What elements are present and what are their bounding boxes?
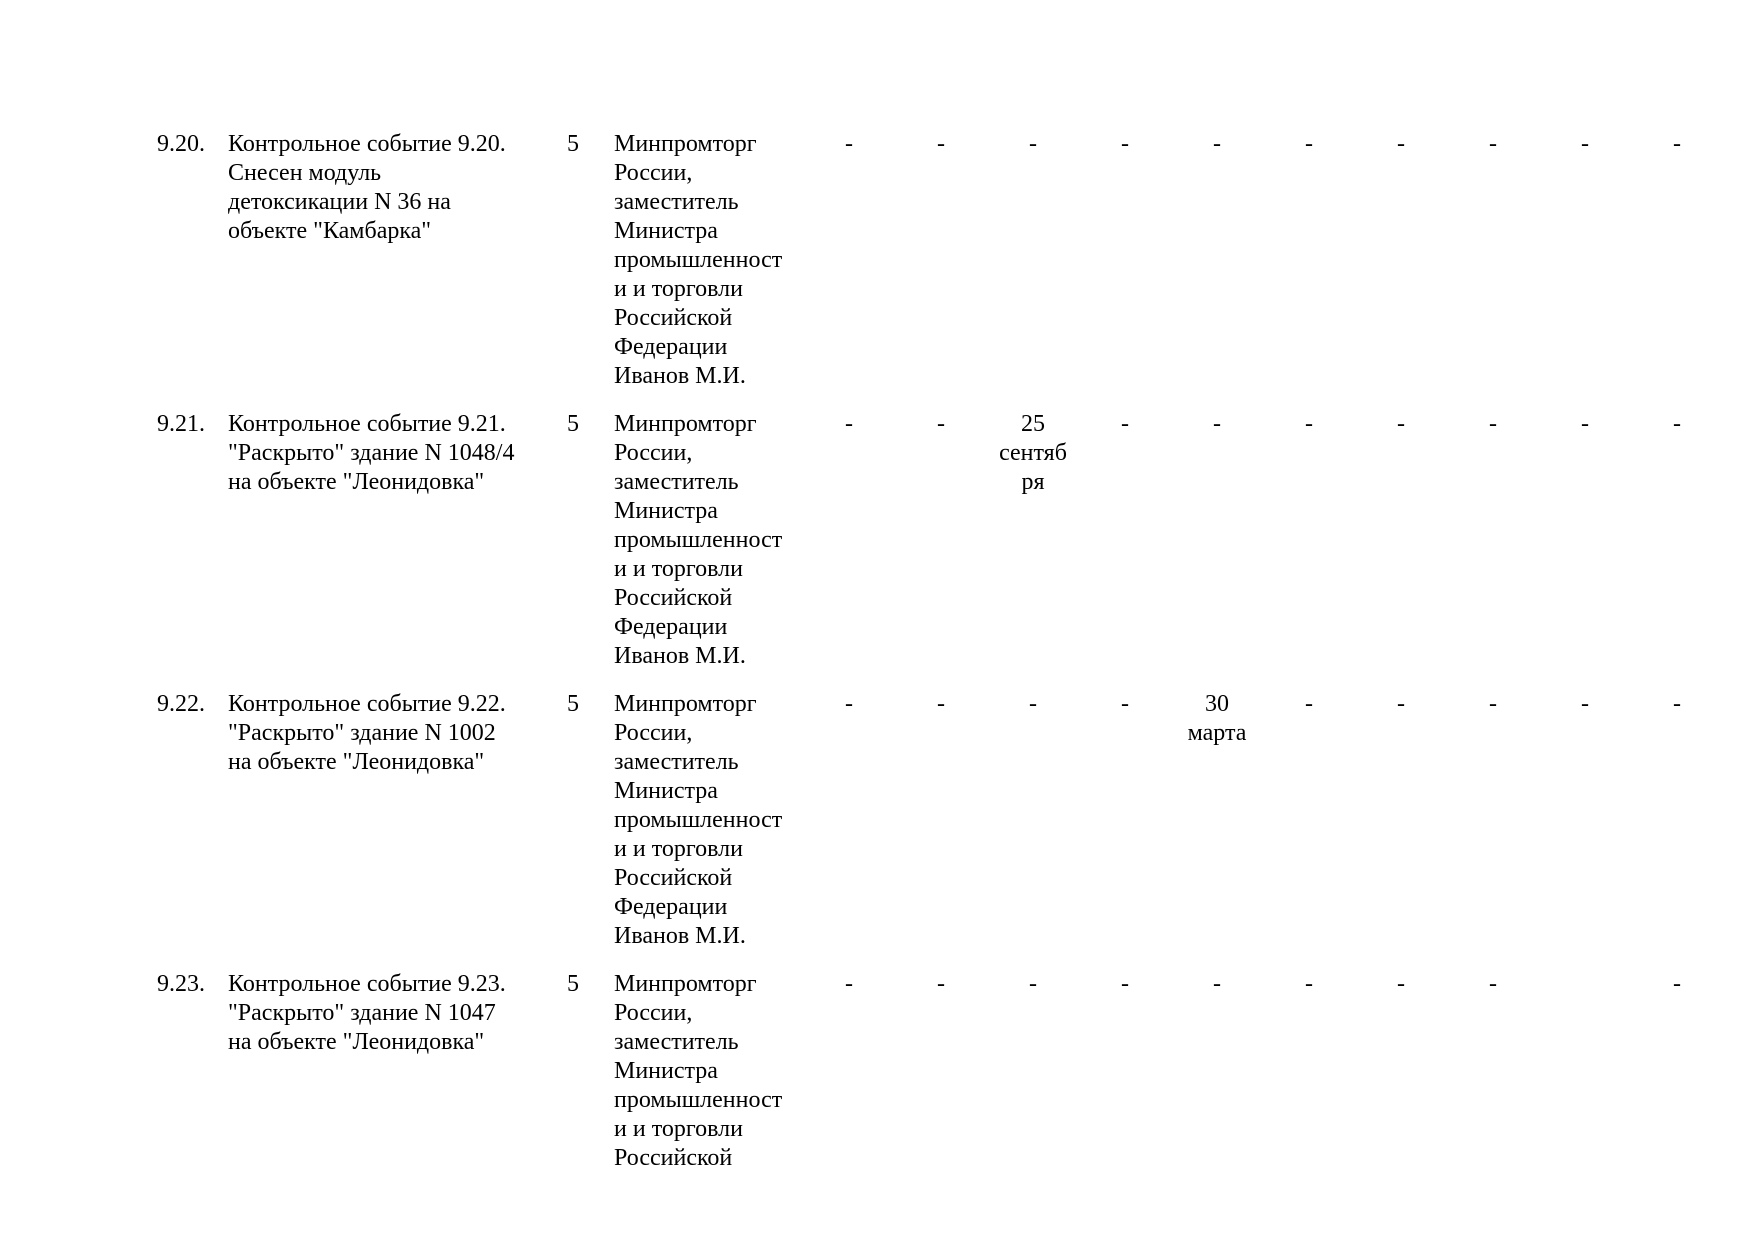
responsible-executor: Минпромторг России, заместитель Министра промышленност и и торговли Российской bbox=[614, 971, 783, 1171]
quarter-cell: - bbox=[1489, 411, 1497, 437]
quarter-cell: - bbox=[1397, 691, 1405, 717]
event-title: Контрольное событие 9.21. "Раскрыто" здание N 1048/4 на объекте "Леонидовка" bbox=[228, 411, 515, 495]
quarter-cell: - bbox=[1489, 971, 1497, 997]
quarter-cell: - bbox=[1489, 691, 1497, 717]
row-number: 9.20. bbox=[157, 131, 205, 157]
quarter-cell: - bbox=[845, 691, 853, 717]
quarter-cell: - bbox=[1029, 691, 1037, 717]
quarter-cell: - bbox=[1213, 131, 1221, 157]
quarter-cell: - bbox=[937, 131, 945, 157]
event-title: Контрольное событие 9.22. "Раскрыто" здание N 1002 на объекте "Леонидовка" bbox=[228, 691, 506, 775]
quarter-cell: - bbox=[1305, 411, 1313, 437]
quarter-cell: - bbox=[1397, 131, 1405, 157]
quarter-cell: - bbox=[937, 971, 945, 997]
quarter-cell: - bbox=[937, 411, 945, 437]
row-number: 9.22. bbox=[157, 691, 205, 717]
quarter-cell: - bbox=[1121, 411, 1129, 437]
quarter-cell: - bbox=[845, 131, 853, 157]
quarter-cell: - bbox=[1213, 971, 1221, 997]
quarter-cell: - bbox=[1397, 411, 1405, 437]
quarter-cell: - bbox=[1397, 971, 1405, 997]
responsible-executor: Минпромторг России, заместитель Министра промышленност и и торговли Российской Федерации Иванов М.И. bbox=[614, 691, 783, 949]
event-level: 5 bbox=[567, 691, 579, 717]
event-level: 5 bbox=[567, 411, 579, 437]
quarter-cell: - bbox=[1305, 971, 1313, 997]
quarter-cell: - bbox=[845, 971, 853, 997]
quarter-cell: - bbox=[1673, 131, 1681, 157]
event-title: Контрольное событие 9.23. "Раскрыто" здание N 1047 на объекте "Леонидовка" bbox=[228, 971, 506, 1055]
quarter-cell: 25 сентяб ря bbox=[999, 411, 1067, 495]
quarter-cell: 30 марта bbox=[1187, 691, 1247, 746]
quarter-cell: - bbox=[1581, 411, 1589, 437]
quarter-cell: - bbox=[1673, 971, 1681, 997]
quarter-cell: - bbox=[1121, 131, 1129, 157]
quarter-cell: - bbox=[1213, 411, 1221, 437]
quarter-cell: - bbox=[1121, 691, 1129, 717]
quarter-cell: - bbox=[1029, 131, 1037, 157]
quarter-cell: - bbox=[1029, 971, 1037, 997]
quarter-cell: - bbox=[1581, 691, 1589, 717]
quarter-cell: - bbox=[1581, 131, 1589, 157]
row-number: 9.23. bbox=[157, 971, 205, 997]
event-level: 5 bbox=[567, 971, 579, 997]
event-level: 5 bbox=[567, 131, 579, 157]
quarter-cell: - bbox=[1673, 691, 1681, 717]
quarter-cell: - bbox=[845, 411, 853, 437]
event-title: Контрольное событие 9.20. Снесен модуль детоксикации N 36 на объекте "Камбарка" bbox=[228, 131, 506, 244]
quarter-cell: - bbox=[1489, 131, 1497, 157]
quarter-cell: - bbox=[1305, 691, 1313, 717]
quarter-cell: - bbox=[1121, 971, 1129, 997]
quarter-cell: - bbox=[937, 691, 945, 717]
quarter-cell: - bbox=[1673, 411, 1681, 437]
responsible-executor: Минпромторг России, заместитель Министра промышленност и и торговли Российской Федерации Иванов М.И. bbox=[614, 131, 783, 389]
quarter-cell: - bbox=[1305, 131, 1313, 157]
responsible-executor: Минпромторг России, заместитель Министра промышленност и и торговли Российской Федерации Иванов М.И. bbox=[614, 411, 783, 669]
row-number: 9.21. bbox=[157, 411, 205, 437]
